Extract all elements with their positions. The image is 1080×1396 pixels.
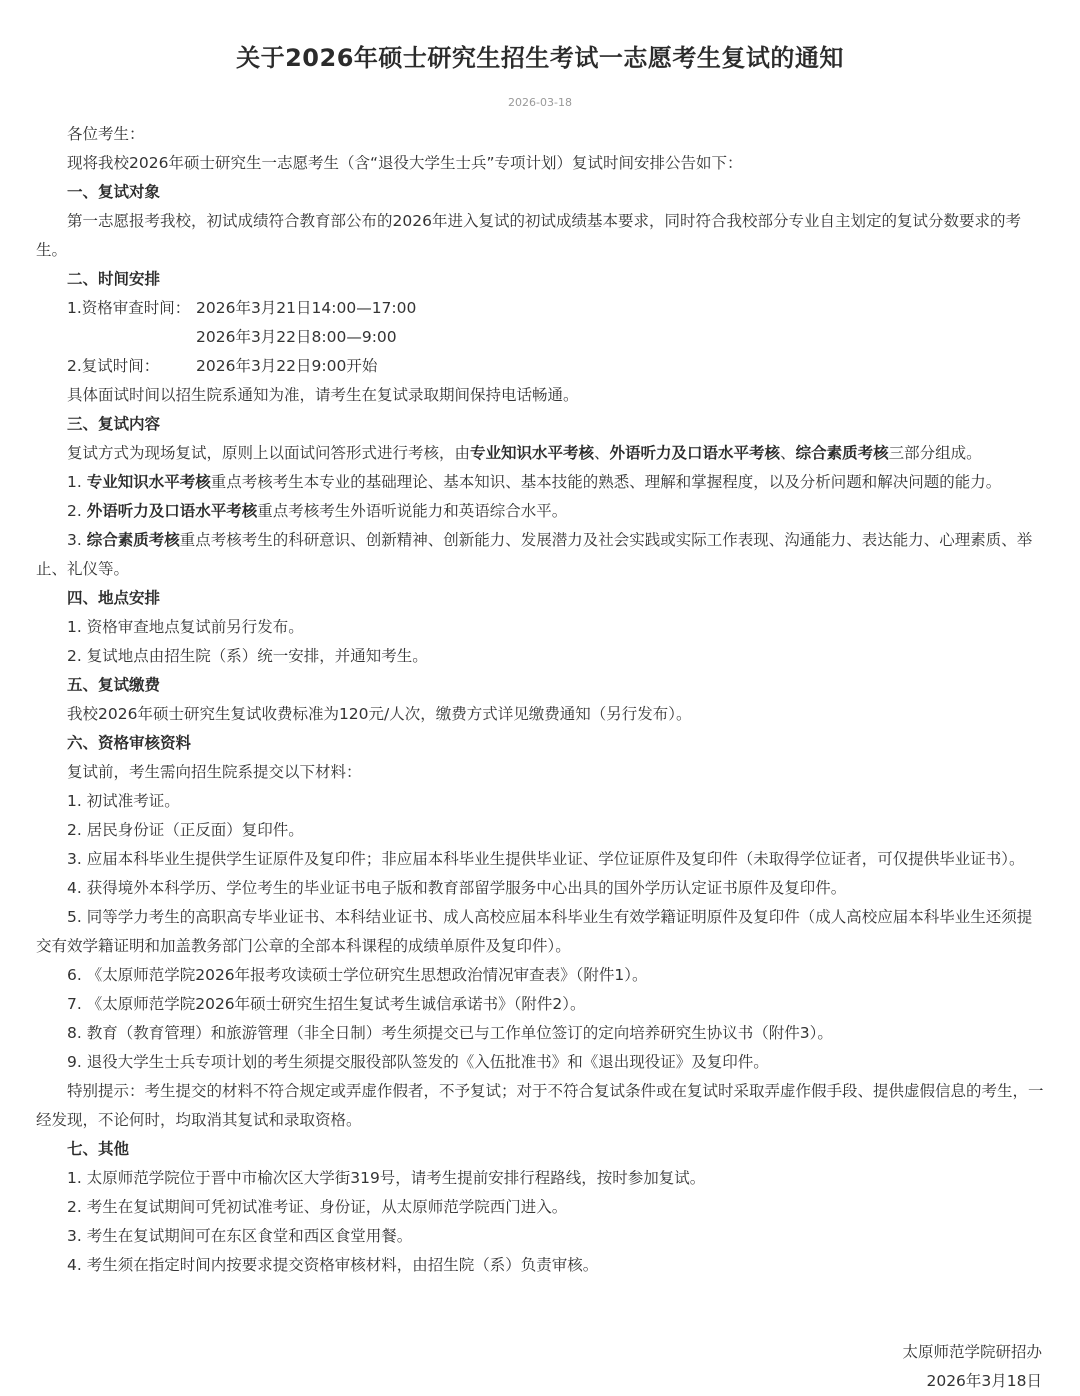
section-5-text: 我校2026年硕士研究生复试收费标准为120元/人次，缴费方式详见缴费通知（另行发布）。 [67, 705, 692, 723]
bold-term-language: 外语听力及口语水平考核 [609, 444, 781, 462]
list-item: 4. 获得境外本科学历、学位考生的毕业证书电子版和教育部留学服务中心出具的国外学历认定证书原件及复印件。 [67, 879, 847, 897]
section-3-item: 3. 综合素质考核重点考核考生的科研意识、创新精神、创新能力、发展潜力及社会实践或实际工作表现、沟通能力、表达能力、心理素质、举止、礼仪等。 [36, 531, 1033, 578]
retest-time-label: 2.复试时间： [67, 357, 160, 375]
publish-date: 2026-03-18 [508, 96, 572, 109]
list-item: 4. 考生须在指定时间内按要求提交资格审核材料，由招生院（系）负责审核。 [67, 1256, 599, 1274]
section-heading-3: 三、复试内容 [67, 415, 161, 433]
section-3-item: 2. 外语听力及口语水平考核重点考核考生外语听说能力和英语综合水平。 [67, 502, 568, 520]
section-1-text: 第一志愿报考我校，初试成绩符合教育部公布的2026年进入复试的初试成绩基本要求，同时符合我校部分专业自主划定的复试分数要求的考生。 [36, 212, 1021, 259]
list-item: 7. 《太原师范学院2026年硕士研究生招生复试考生诚信承诺书》（附件2）。 [67, 995, 586, 1013]
section-heading-7: 七、其他 [67, 1140, 130, 1158]
section-heading-1: 一、复试对象 [67, 183, 161, 201]
list-item: 6. 《太原师范学院2026年报考攻读硕士学位研究生思想政治情况审查表》（附件1）。 [67, 966, 648, 984]
list-item: 1. 太原师范学院位于晋中市榆次区大学街319号，请考生提前安排行程路线，按时参加复试。 [67, 1169, 706, 1187]
section-2-note: 具体面试时间以招生院系通知为准，请考生在复试录取期间保持电话畅通。 [67, 386, 579, 404]
retest-time-row [36, 352, 1044, 381]
bold-term-comprehensive: 综合素质考核 [795, 444, 889, 462]
list-item: 1. 资格审查地点复试前另行发布。 [67, 618, 304, 636]
list-item: 1. 初试准考证。 [67, 792, 180, 810]
notice-body [36, 120, 1044, 1280]
review-time-row-2 [36, 323, 1044, 352]
signature-block [902, 1338, 1042, 1396]
list-item: 3. 应届本科毕业生提供学生证原件及复印件；非应届本科毕业生提供毕业证、学位证原件及复印件（未取得学位证者，可仅提供毕业证书）。 [67, 850, 1025, 868]
review-time-row-1 [36, 294, 1044, 323]
special-tip: 特别提示：考生提交的材料不符合规定或弄虚作假者，不予复试；对于不符合复试条件或在复试时采取弄虚作假手段、提供虚假信息的考生，一经发现，不论何时，均取消其复试和录取资格。 [36, 1082, 1044, 1129]
page-title: 关于2026年硕士研究生招生考试一志愿考生复试的通知 [236, 44, 844, 72]
section-heading-5: 五、复试缴费 [67, 676, 161, 694]
section-3-intro: 复试方式为现场复试，原则上以面试问答形式进行考核，由专业知识水平考核、外语听力及口语水平考核、综合素质考核三部分组成。 [67, 444, 982, 462]
intro-paragraph: 现将我校2026年硕士研究生一志愿考生（含“退役大学生士兵”专项计划）复试时间安排公告如下： [67, 154, 743, 172]
review-time-label: 1.资格审查时间： [67, 299, 191, 317]
section-heading-2: 二、时间安排 [67, 270, 161, 288]
bold-term-professional: 专业知识水平考核 [470, 444, 595, 462]
list-item: 3. 考生在复试期间可在东区食堂和西区食堂用餐。 [67, 1227, 413, 1245]
section-6-intro: 复试前，考生需向招生院系提交以下材料： [67, 763, 362, 781]
list-item: 2. 复试地点由招生院（系）统一安排，并通知考生。 [67, 647, 428, 665]
list-item: 5. 同等学力考生的高职高专毕业证书、本科结业证书、成人高校应届本科毕业生有效学籍证明原件及复印件（成人高校应届本科毕业生还须提交有效学籍证明和加盖教务部门公章的全部本科课程的成绩单原件及复印件）。 [36, 908, 1033, 955]
review-time-value-1: 2026年3月21日14:00—17:00 [196, 299, 417, 317]
list-item: 2. 居民身份证（正反面）复印件。 [67, 821, 304, 839]
signature-org: 太原师范学院研招办 [902, 1343, 1042, 1361]
greeting: 各位考生： [67, 125, 145, 143]
list-item: 2. 考生在复试期间可凭初试准考证、身份证，从太原师范学院西门进入。 [67, 1198, 568, 1216]
review-time-value-2: 2026年3月22日8:00—9:00 [196, 328, 397, 346]
section-heading-4: 四、地点安排 [67, 589, 161, 607]
list-item: 8. 教育（教育管理）和旅游管理（非全日制）考生须提交已与工作单位签订的定向培养研究生协议书（附件3）。 [67, 1024, 833, 1042]
list-item: 9. 退役大学生士兵专项计划的考生须提交服役部队签发的《入伍批准书》和《退出现役证》及复印件。 [67, 1053, 769, 1071]
retest-time-value: 2026年3月22日9:00开始 [196, 357, 378, 375]
section-heading-6: 六、资格审核资料 [67, 734, 192, 752]
section-3-item: 1. 专业知识水平考核重点考核考生本专业的基础理论、基本知识、基本技能的熟悉、理解和掌握程度，以及分析问题和解决问题的能力。 [67, 473, 1002, 491]
signature-date: 2026年3月18日 [926, 1372, 1042, 1390]
